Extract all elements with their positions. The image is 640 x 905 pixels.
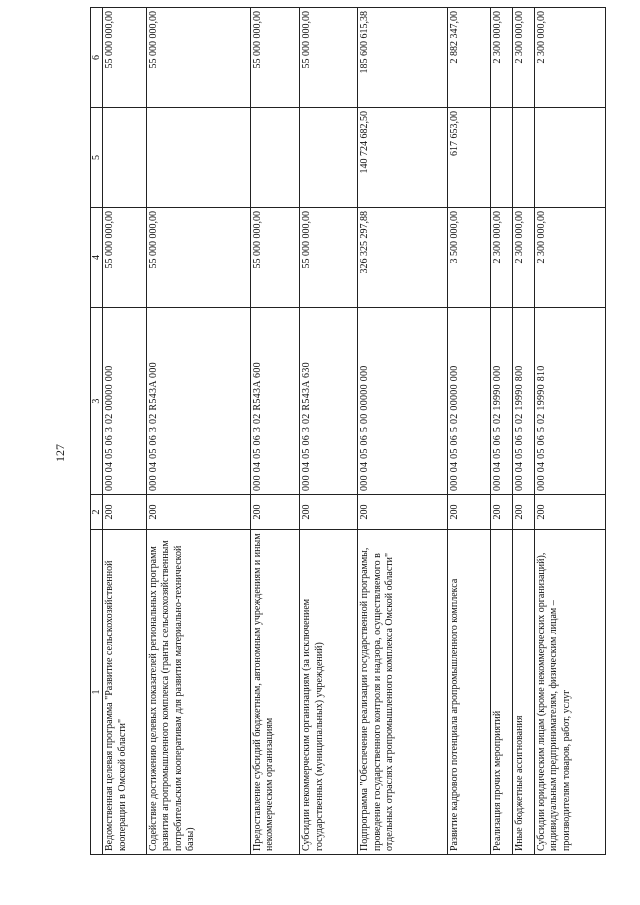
row-unexecuted-amount: 2 300 000,00 bbox=[491, 8, 513, 108]
table-row bbox=[447, 8, 491, 855]
row-admin-code: 200 bbox=[534, 495, 605, 530]
budget-table bbox=[90, 7, 606, 855]
row-budget-code: 000 04 05 06 5 02 19990 810 bbox=[534, 308, 605, 495]
row-approved-amount: 2 300 000,00 bbox=[534, 208, 605, 308]
row-admin-code: 200 bbox=[447, 495, 491, 530]
row-approved-amount: 2 300 000,00 bbox=[491, 208, 513, 308]
row-executed-amount: 617 653,00 bbox=[447, 108, 491, 208]
row-admin-code: 200 bbox=[103, 495, 147, 530]
table-header-row bbox=[91, 8, 103, 855]
row-unexecuted-amount: 55 000 000,00 bbox=[146, 8, 250, 108]
row-unexecuted-amount: 2 300 000,00 bbox=[534, 8, 605, 108]
row-approved-amount: 55 000 000,00 bbox=[250, 208, 300, 308]
row-admin-code: 200 bbox=[146, 495, 250, 530]
row-budget-code: 000 04 05 06 5 02 19990 800 bbox=[512, 308, 534, 495]
row-unexecuted-amount: 55 000 000,00 bbox=[300, 8, 358, 108]
row-admin-code: 200 bbox=[300, 495, 358, 530]
row-name: Субсидии юридическим лицам (кроме некоммерческих организаций), индивидуальным предпринимателям, физическим лицам – производителям товаров, работ, услуг bbox=[534, 530, 605, 855]
row-executed-amount bbox=[300, 108, 358, 208]
row-name: Реализация прочих мероприятий bbox=[491, 530, 513, 855]
table-row bbox=[534, 8, 605, 855]
table-row bbox=[103, 8, 147, 855]
row-admin-code: 200 bbox=[491, 495, 513, 530]
row-unexecuted-amount: 2 300 000,00 bbox=[512, 8, 534, 108]
row-executed-amount bbox=[250, 108, 300, 208]
row-unexecuted-amount: 185 600 615,38 bbox=[358, 8, 447, 108]
row-approved-amount: 3 500 000,00 bbox=[447, 208, 491, 308]
column-header: 4 bbox=[91, 208, 103, 308]
row-budget-code: 000 04 05 06 3 02 R543A 630 bbox=[300, 308, 358, 495]
row-executed-amount bbox=[512, 108, 534, 208]
row-approved-amount: 2 300 000,00 bbox=[512, 208, 534, 308]
row-name: Подпрограмма "Обеспечение реализации государственной программы, проведение государственного контроля и надзора, осуществляемого в отдельных отраслях агропромышленного комплекса Омской области" bbox=[358, 530, 447, 855]
row-name: Развитие кадрового потенциала агропромышленного комплекса bbox=[447, 530, 491, 855]
row-admin-code: 200 bbox=[250, 495, 300, 530]
table-row bbox=[358, 8, 447, 855]
table-row bbox=[512, 8, 534, 855]
row-unexecuted-amount: 2 882 347,00 bbox=[447, 8, 491, 108]
row-name: Предоставление субсидий бюджетным, автономным учреждениям и иным некоммерческим организациям bbox=[250, 530, 300, 855]
row-executed-amount bbox=[491, 108, 513, 208]
row-budget-code: 000 04 05 06 3 02 R543A 000 bbox=[146, 308, 250, 495]
row-name: Субсидии некоммерческим организациям (за исключением государственных (муниципальных) учреждений) bbox=[300, 530, 358, 855]
table-row bbox=[250, 8, 300, 855]
row-admin-code: 200 bbox=[512, 495, 534, 530]
row-name: Иные бюджетные ассигнования bbox=[512, 530, 534, 855]
table-row bbox=[146, 8, 250, 855]
table-row bbox=[300, 8, 358, 855]
column-header: 1 bbox=[91, 530, 103, 855]
row-approved-amount: 55 000 000,00 bbox=[300, 208, 358, 308]
column-header: 2 bbox=[91, 495, 103, 530]
row-admin-code: 200 bbox=[358, 495, 447, 530]
row-approved-amount: 55 000 000,00 bbox=[146, 208, 250, 308]
row-budget-code: 000 04 05 06 5 02 00000 000 bbox=[447, 308, 491, 495]
row-executed-amount bbox=[146, 108, 250, 208]
row-approved-amount: 326 325 297,88 bbox=[358, 208, 447, 308]
row-budget-code: 000 04 05 06 3 02 R543A 600 bbox=[250, 308, 300, 495]
table-row bbox=[491, 8, 513, 855]
row-unexecuted-amount: 55 000 000,00 bbox=[103, 8, 147, 108]
row-approved-amount: 55 000 000,00 bbox=[103, 208, 147, 308]
column-header: 6 bbox=[91, 8, 103, 108]
row-budget-code: 000 04 05 06 5 02 19990 000 bbox=[491, 308, 513, 495]
row-budget-code: 000 04 05 06 3 02 00000 000 bbox=[103, 308, 147, 495]
row-unexecuted-amount: 55 000 000,00 bbox=[250, 8, 300, 108]
column-header: 3 bbox=[91, 308, 103, 495]
row-name: Ведомственная целевая программа "Развитие сельскохозяйственной кооперации в Омской области" bbox=[103, 530, 147, 855]
row-executed-amount bbox=[103, 108, 147, 208]
page-number: 127 bbox=[53, 444, 67, 462]
row-executed-amount: 140 724 682,50 bbox=[358, 108, 447, 208]
budget-table-container bbox=[90, 11, 606, 855]
row-budget-code: 000 04 05 06 5 00 00000 000 bbox=[358, 308, 447, 495]
row-executed-amount bbox=[534, 108, 605, 208]
row-name: Содействие достижению целевых показателей региональных программ развития агропромышленного комплекса (гранты сельскохозяйственным потребительским кооперативам для развития материально-технической базы) bbox=[146, 530, 250, 855]
column-header: 5 bbox=[91, 108, 103, 208]
